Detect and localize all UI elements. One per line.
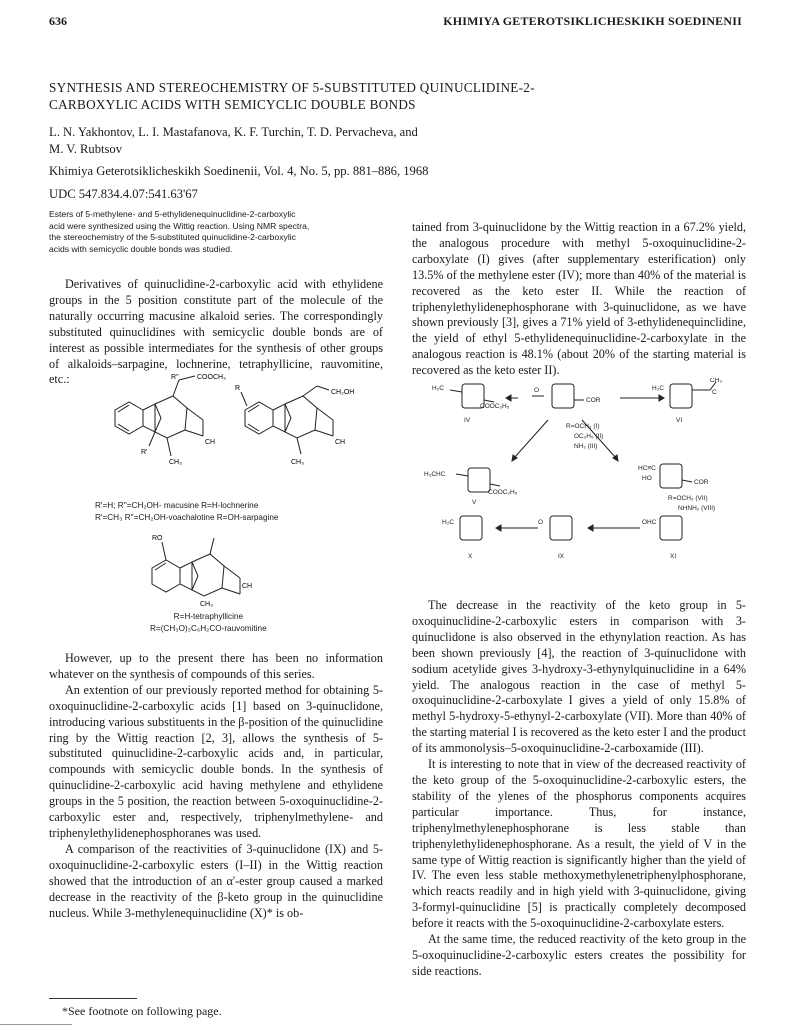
abstract	[49, 209, 379, 255]
right-column-body	[412, 598, 746, 980]
article-title	[49, 79, 649, 113]
label-ch3-vi: CH₃	[710, 378, 723, 384]
label-r-och3-i: R=OCH₃ (I)	[566, 423, 600, 430]
paragraph: Derivatives of quinuclidine-2-carboxylic acid with ethylidene groups in the 5 position constitute part of the molecule of the naturally occurring macusine alkaloid series. The correspondingly substituted quinuclidines with semicyclic double bonds are of interest as possible intermediates for the synthesis of other groups of alkaloids–sarpagine, lochnerine, tetraphyllicine, rauvomitine, etc.:	[49, 277, 383, 387]
citation: Khimiya Geterotsiklicheskikh Soedinenii, Vol. 4, No. 5, pp. 881–886, 1968	[49, 164, 429, 178]
caption-line: R'=H; R''=CH₂OH- macusine R=H-lochnerine	[95, 501, 259, 510]
label-r1: R'	[141, 449, 148, 456]
abstract-line: Esters of 5-methylene- and 5-ethylidenequinuclidine-2-carboxylic	[49, 209, 296, 219]
label-r2: R''	[171, 374, 179, 381]
label-ch: CH	[205, 439, 216, 446]
label-iv: IV	[464, 417, 471, 424]
abstract-line: acid were synthesized using the Wittig reaction. Using NMR spectra,	[49, 220, 310, 231]
tetraphyllicine-svg	[140, 528, 300, 608]
label-r: R	[235, 385, 241, 392]
footnote-rule	[49, 998, 137, 999]
label-ch2oh: CH₂OH	[331, 389, 355, 396]
label-x: X	[468, 553, 473, 560]
paragraph: However, up to the present there has been no information whatever on the synthesis of compounds of this series.	[49, 651, 383, 681]
label-ch3-tetra: CH₃	[200, 601, 213, 608]
label-ch3-right: CH₃	[291, 459, 304, 466]
label-h2c-vi: H₂C	[652, 385, 664, 392]
journal-header: KHIMIYA GETEROTSIKLICHESKIKH SOEDINENII	[443, 14, 742, 28]
title-line: SYNTHESIS AND STEREOCHEMISTRY OF 5-SUBSTITUTED QUINUCLIDINE-2-	[49, 80, 535, 95]
title-line: CARBOXYLIC ACIDS WITH SEMICYCLIC DOUBLE BONDS	[49, 97, 416, 112]
paragraph: At the same time, the reduced reactivity of the keto group in the 5-oxoquinuclidine-2-carboxylic esters creates the possibility for side reactions.	[412, 932, 746, 978]
alkaloid-caption-top	[95, 500, 278, 524]
right-column-intro	[412, 220, 746, 379]
abstract-line: the stereochemistry of the 5-substituted quinuclidine-2-carboxylic	[49, 232, 296, 242]
label-ch-right: CH	[335, 439, 346, 446]
label-hcc-vii: HC≡C	[638, 465, 656, 472]
authors	[49, 124, 569, 158]
footnote: *See footnote on following page.	[62, 1004, 222, 1018]
alkaloid-structures-figure	[95, 368, 385, 503]
left-column-body	[49, 651, 383, 921]
label-ro: RO	[152, 535, 163, 542]
label-r-nhnh2-viii: NHNH₂ (VIII)	[678, 505, 716, 512]
label-ix: IX	[558, 553, 565, 560]
label-vi: VI	[676, 417, 683, 424]
label-h2c-x: H₂C	[442, 519, 454, 526]
label-v: V	[472, 499, 477, 506]
label-ch3: CH₃	[169, 459, 182, 466]
bottom-rule	[0, 1024, 72, 1025]
label-ch-tetra: CH	[242, 583, 253, 590]
label-cooc2h5-v: COOC₂H₅	[488, 489, 518, 496]
label-r-oc2h5-ii: OC₂H₅ (II)	[574, 433, 604, 440]
alkaloid-structures-svg	[95, 368, 385, 503]
reaction-scheme-svg	[420, 378, 750, 578]
authors-line: L. N. Yakhontov, L. I. Mastafanova, K. F. Turchin, T. D. Pervacheva, and	[49, 125, 418, 139]
label-c-vi: C	[712, 389, 717, 396]
abstract-line: acids with semicyclic double bonds was studied.	[49, 243, 233, 254]
label-xi: XI	[670, 553, 677, 560]
page-number: 636	[49, 14, 67, 28]
label-h2c-iv: H₂C	[432, 385, 444, 392]
tetraphyllicine-structure	[140, 528, 300, 608]
label-cor-center: COR	[586, 397, 601, 404]
caption-line: R=(CH₃O)₃C₆H₂CO-rauvomitine	[150, 624, 267, 633]
paragraph: A comparison of the reactivities of 3-quinuclidone (IX) and 5-oxoquinuclidine-2-carboxylic esters (I–II) in the Wittig reaction showed that the introduction of an α'-ester group caused a marked decrease in the reactivity of the β-keto group in the quinuclidine nucleus. While 3-methylenequinuclidine (X)* is ob-	[49, 841, 383, 920]
label-cooc2h5-iv: COOC₂H₅	[480, 403, 510, 410]
paragraph: An extention of our previously reported method for obtaining 5-oxoquinuclidine-2-carboxylic acids [1] based on 3-quinuclidone, introducing various substituents in the β-position of the quinuclidine ring by the Wittig reaction [2, 3], allows the synthesis of 5-substituted quinuclidine-2-carboxylic acids and, in particular, compounds with semicyclic double bonds. In the synthesis of quinuclidine-2-carboxylic acid having methylene and ethylidene groups in the 5 position, the reaction between 5-oxoquinuclidine-2-carboxylic ester and, respectively, triphenylmethylene- and triphenylethylidenephosphoranes was used.	[49, 682, 383, 840]
label-h3chc-v: H₃CHC	[424, 471, 446, 478]
label-r-nh2-iii: NH₂ (III)	[574, 443, 598, 450]
caption-line: R'=CH₃ R''=CH₂OH-voachalotine R=OH-sarpagine	[95, 513, 279, 522]
paragraph: The decrease in the reactivity of the keto group in 5-oxoquinuclidine-2-carboxylic esters in comparison with 3-quinuclidone is also observed in the ethynylation reaction. As has been shown previously [4], the reaction of 3-quinuclidone with sodium acetylide gives 3-hydroxy-3-ethynylquinuclidine in a 64% yield. The analogous reaction in the case of methyl 5-oxoquinuclidine-2-carboxylate I gives a yield of only 15.8% of methyl 5-hydroxy-5-ethynyl-2-carboxylate (VII). More than 40% of the starting material I is recovered as the keto ester I and the product of its ammonolysis–5-oxoquinuclidine-2-carboxamide (III).	[412, 598, 747, 756]
paragraph: tained from 3-quinuclidone by the Wittig reaction in a 67.2% yield, the analogous procedure with methyl 5-oxoquinuclidine-2-carboxylate (I) gives (after supplementary esterification) only 13.5% of the methylene ester (IV); more than 40% of the material is recovered as the keto ester II. While the reaction of triphenylethylidenephosphorane with 3-quinuclidone, as we have shown previously [3], gives a 71% yield of 3-ethylidenequinclidine, the yield of ethyl 5-ethylidenequinuclidine-2-carboxylate in the analogous reaction is 48.1% (about 20% of the starting material is recovered as the keto ester II).	[412, 220, 746, 378]
udc-code: UDC 547.834.4.07:541.63'67	[49, 187, 198, 201]
label-ho-vii: HO	[642, 475, 652, 482]
reaction-scheme-figure	[420, 378, 750, 578]
label-ohc-xi: OHC	[642, 519, 657, 526]
label-cooch3: COOCH₃	[197, 374, 226, 381]
label-cor-vii: COR	[694, 479, 709, 486]
alkaloid-caption-bottom	[150, 611, 267, 635]
paragraph: It is interesting to note that in view of the decreased reactivity of the keto group of the 5-oxoquinuclidine-2-carboxylic esters, the stability of the ylenes of the phosphorus components acquires particular importance. Thus, for instance, triphenylmethylenephosphorane is less stable than triphenylethylidenephosphorane. As a result, the yield of V in the same type of Wittig reaction is significantly higher than the yield of IV. The even less stable methoxymethylenetriphenylphosphorane, which reacts readily and in high yield with 3-quinuclidone, giving 3-formyl-quinuclidine [5] is practically completely decomposed before it reacts with the 5-oxoquinuclidine-2-carboxylate esters.	[412, 757, 746, 931]
caption-line: R=H-tetraphyllicine	[173, 612, 244, 621]
label-o-center: O	[534, 387, 540, 394]
label-r-och3-vii: R=OCH₃ (VII)	[668, 495, 708, 502]
authors-line: M. V. Rubtsov	[49, 142, 123, 156]
label-o-ix: O	[538, 519, 544, 526]
